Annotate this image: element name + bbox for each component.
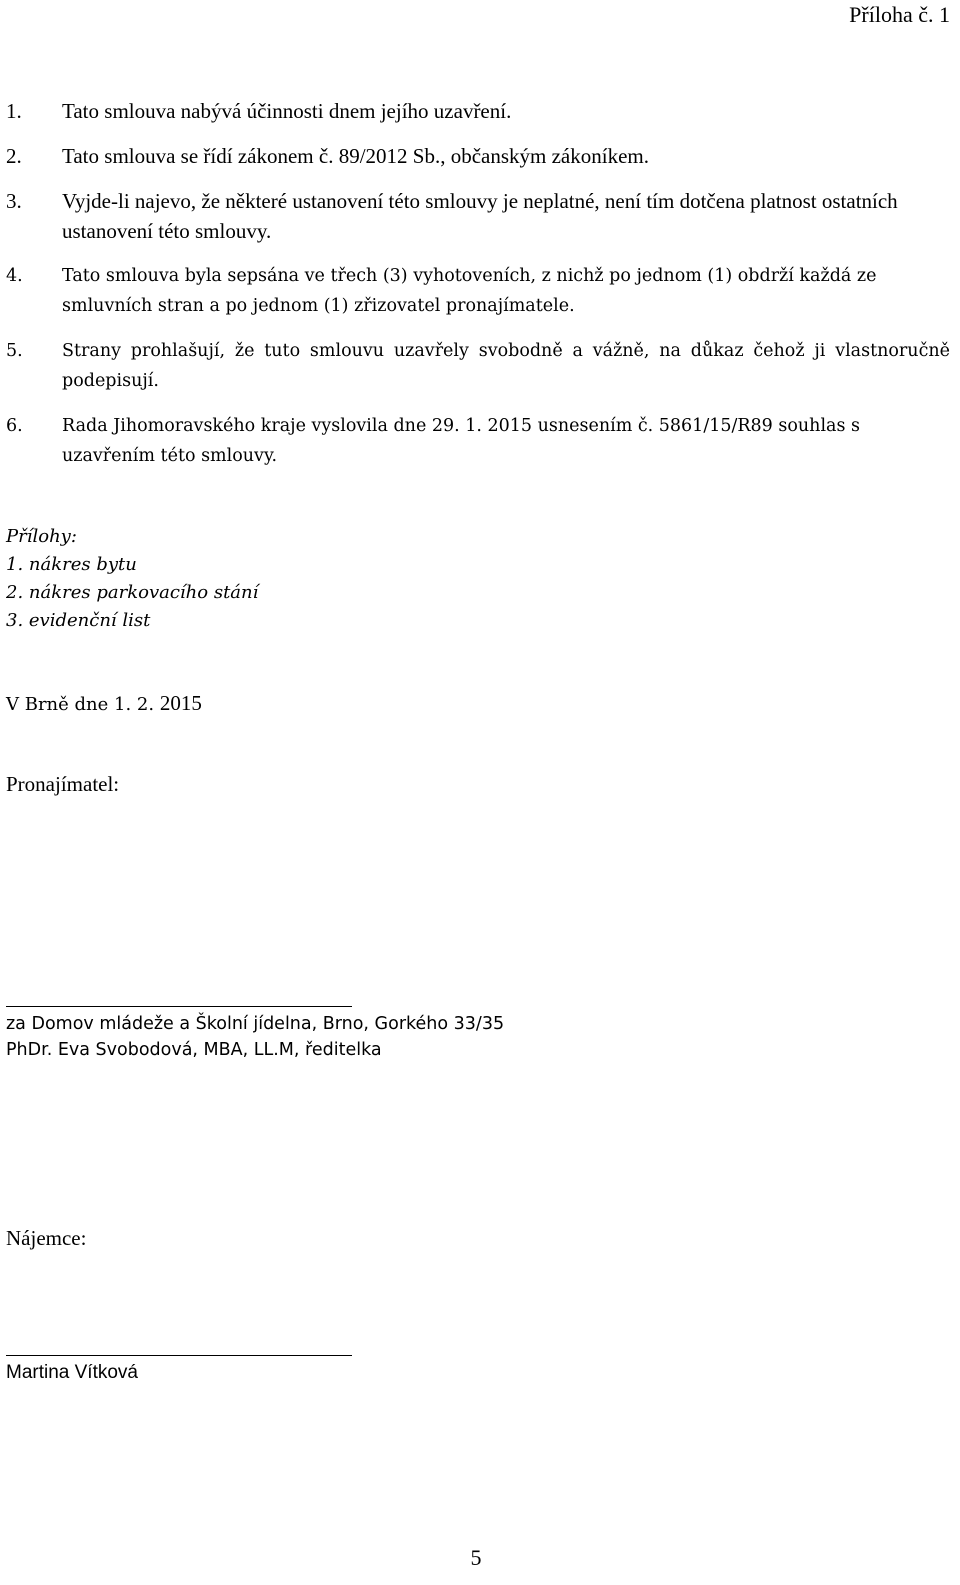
attachments-list [6,523,258,635]
tenant-signature-line [6,1355,352,1356]
clause-number: 2. [6,144,22,168]
page-number-value: 5 [470,1545,482,1570]
clause-number: 4. [6,266,23,286]
landlord-signature-line [6,1006,352,1007]
attachment-item: 1. nákres bytu [6,554,137,575]
landlord-label: Pronajímatel: [6,772,120,796]
clause-6 [6,411,950,471]
tenant-name: Martina Vítková [6,1362,138,1383]
place-date-year: 2015 [159,691,202,715]
clause-number: 3. [6,189,22,213]
clause-number: 1. [6,99,22,123]
contract-clauses [6,96,950,486]
clause-text: Vyjde-li najevo, že některé ustanovení této smlouvy je neplatné, není tím dotčena platnost ostatních ustanovení této smlouvy. [62,189,898,243]
clause-text: Tato smlouva byla sepsána ve třech (3) vyhotoveních, z nichž po jednom (1) obdrží každá ze smluvních stran a po jednom (1) zřizovatel pronajímatele. [62,266,877,316]
clause-text: Tato smlouva nabývá účinnosti dnem jejího uzavření. [62,99,512,123]
clause-text: Rada Jihomoravského kraje vyslovila dne 29. 1. 2015 usnesením č. 5861/15/R89 souhlas s uzavřením této smlouvy. [62,416,860,466]
place-and-date [6,688,202,720]
attachment-item: 2. nákres parkovacího stání [6,582,259,603]
attachment-item: 3. evidenční list [6,610,151,631]
attachment-label: Příloha č. 1 [849,2,950,27]
clause-1 [6,96,950,126]
clause-text: Strany prohlašují, že tuto smlouvu uzavřely svobodně a vážně, na důkaz čehož ji vlastnoručně podepisují. [62,341,950,391]
attachments-heading: Přílohy: [6,526,77,547]
landlord-signature-block [6,1011,504,1063]
page-number [0,1543,960,1573]
clause-2 [6,141,950,171]
clause-5 [6,336,950,396]
place-date-prefix: V Brně dne 1. 2. [6,694,160,715]
clause-4 [6,261,950,321]
clause-3 [6,186,950,246]
landlord-organization: za Domov mládeže a Školní jídelna, Brno, Gorkého 33/35 [6,1014,505,1034]
clause-number: 5. [6,341,23,361]
clause-number: 6. [6,416,23,436]
tenant-label: Nájemce: [6,1226,87,1250]
landlord-representative: PhDr. Eva Svobodová, MBA, LL.M, ředitelka [6,1040,382,1060]
clause-text: Tato smlouva se řídí zákonem č. 89/2012 Sb., občanským zákoníkem. [62,144,649,168]
